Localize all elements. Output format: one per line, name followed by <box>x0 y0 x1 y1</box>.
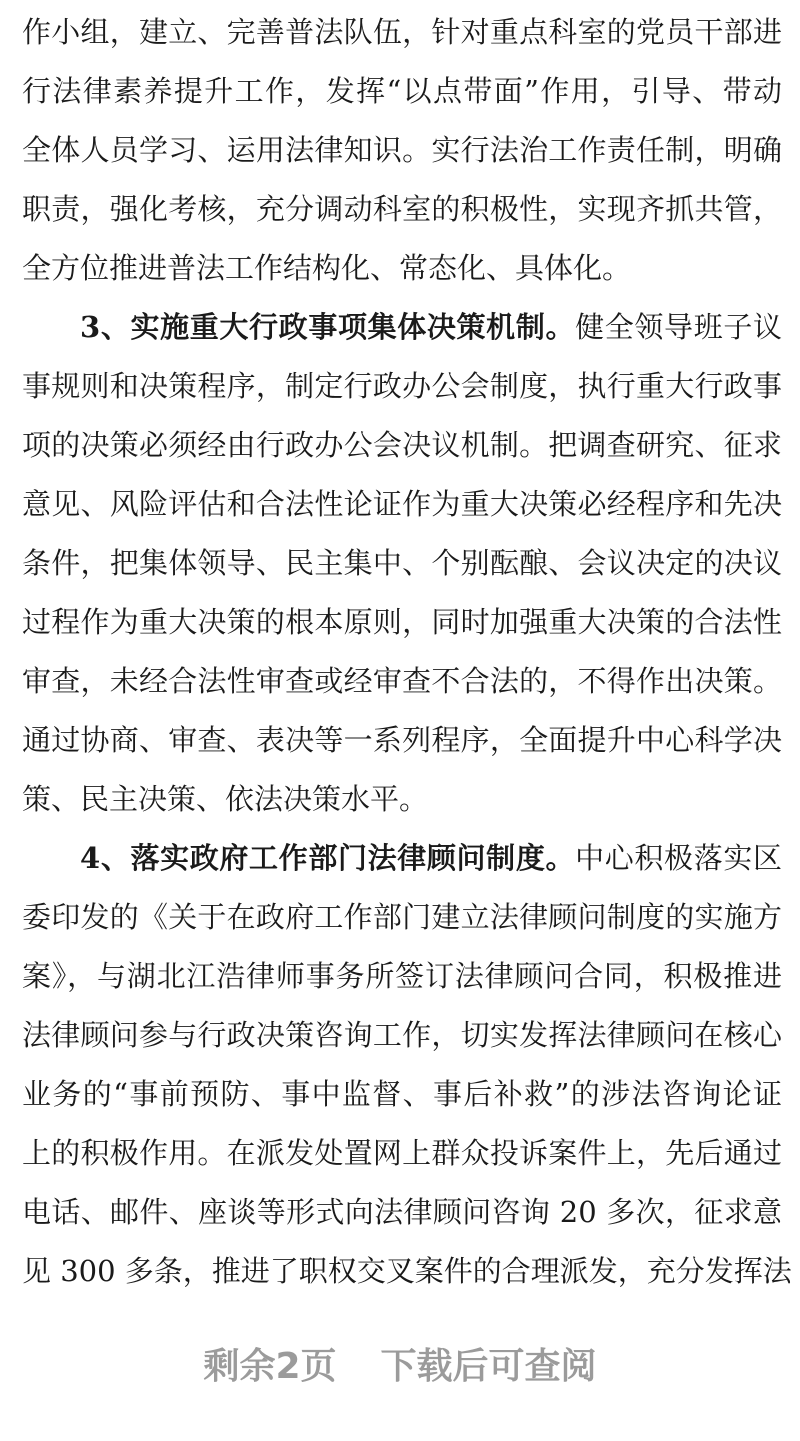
paragraph-line: 策、民主决策、依法决策水平。 <box>22 782 429 816</box>
paragraph-line: 委印发的《关于在政府工作部门建立法律顾问制度的实施方 <box>22 900 782 934</box>
download-to-view-label[interactable]: 下载后可查阅 <box>380 1346 597 1387</box>
paragraph-line: 项的决策必须经由行政办公会决议机制。把调查研究、征求 <box>22 428 782 462</box>
paragraph-line: 事规则和决策程序，制定行政办公会制度，执行重大行政事 <box>22 369 782 403</box>
section-4-heading-line <box>22 838 782 878</box>
paragraph-line: 见 300 多条，推进了职权交叉案件的合理派发，充分发挥法 <box>22 1254 792 1288</box>
section-3-lead-text: 健全领导班子议 <box>575 310 782 344</box>
paragraph-line: 电话、邮件、座谈等形式向法律顾问咨询 20 多次，征求意 <box>22 1195 782 1229</box>
paragraph-line: 过程作为重大决策的根本原则，同时加强重大决策的合法性 <box>22 605 782 639</box>
paragraph-line: 案》，与湖北江浩律师事务所签订法律顾问合同，积极推进 <box>22 959 782 993</box>
section-4-lead-text: 中心积极落实区 <box>575 841 782 875</box>
paragraph-line: 全方位推进普法工作结构化、常态化、具体化。 <box>22 251 632 285</box>
paragraph-line: 上的积极作用。在派发处置网上群众投诉案件上，先后通过 <box>22 1136 782 1170</box>
paragraph-line: 法律顾问参与行政决策咨询工作，切实发挥法律顾问在核心 <box>22 1018 782 1052</box>
paragraph-line: 作小组，建立、完善普法队伍，针对重点科室的党员干部进 <box>22 15 782 49</box>
paragraph-line: 行法律素养提升工作，发挥“以点带面”作用，引导、带动 <box>22 74 782 108</box>
paragraph-line: 全体人员学习、运用法律知识。实行法治工作责任制，明确 <box>22 133 782 167</box>
remaining-pages-label: 剩余2页 <box>203 1346 337 1387</box>
download-prompt[interactable] <box>0 1338 800 1389</box>
paragraph-line: 职责，强化考核，充分调动科室的积极性，实现齐抓共管， <box>22 192 782 226</box>
paragraph-line: 意见、风险评估和合法性论证作为重大决策必经程序和先决 <box>22 487 782 521</box>
paragraph-line: 通过协商、审查、表决等一系列程序，全面提升中心科学决 <box>22 723 782 757</box>
section-3-heading: 3、实施重大行政事项集体决策机制。 <box>80 310 576 344</box>
paragraph-line: 条件，把集体领导、民主集中、个别酝酿、会议决定的决议 <box>22 546 782 580</box>
section-4-heading: 4、落实政府工作部门法律顾问制度。 <box>80 841 576 875</box>
section-3-heading-line <box>22 307 782 347</box>
paragraph-line: 业务的“事前预防、事中监督、事后补救”的涉法咨询论证 <box>22 1077 782 1111</box>
paragraph-line: 审查，未经合法性审查或经审查不合法的，不得作出决策。 <box>22 664 782 698</box>
